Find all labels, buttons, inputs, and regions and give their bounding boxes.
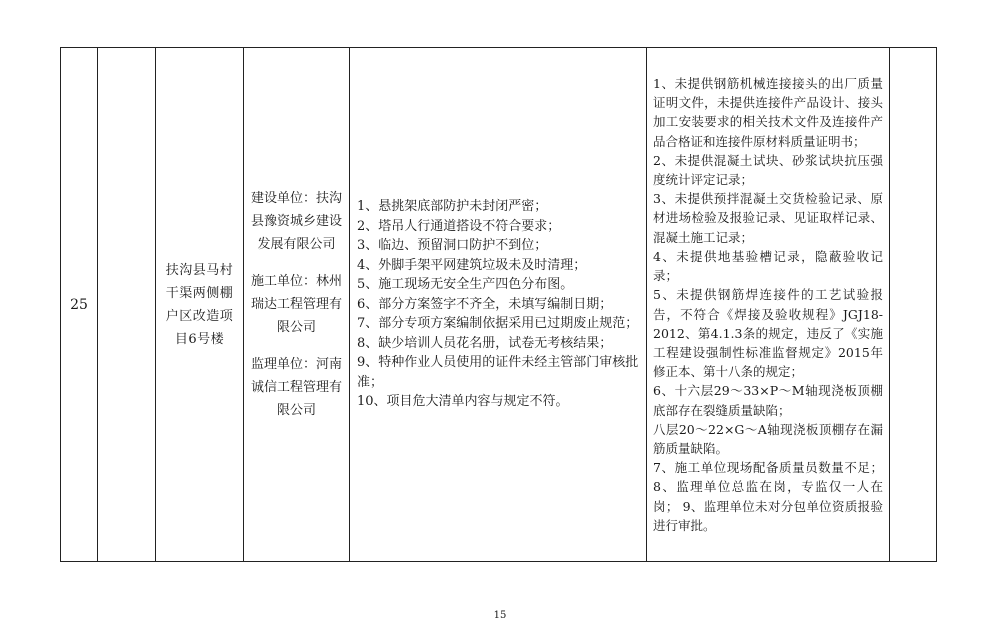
page-number: 15 [493,610,507,621]
list-item: 2、未提供混凝土试块、砂浆试块抗压强度统计评定记录； [653,152,883,188]
project-name-cell [156,48,244,562]
list-item: 5、未提供钢筋焊连接件的工艺试验报告，不符合《焊接及验收规程》JGJ18-2012、第4.1.3条的规定，违反了《实施工程建设强制性标准监督规定》2015年修正本、第十八条的规定； [653,287,883,380]
list-item: 6、部分方案签字不齐全，未填写编制日期； [357,296,613,312]
units-cell [244,48,350,562]
list-item: 6、十六层29～33×P～M轴现浇板顶棚底部存在裂缝质量缺陷； [653,383,883,418]
list-item: 1、悬挑架底部防护未封闭严密； [357,199,548,215]
list-item: 10、项目危大清单内容与规定不符。 [357,394,569,410]
project-name: 扶沟县马村干渠两侧棚户区改造项目6号楼 [165,262,234,347]
empty-cell [98,48,156,562]
safety-issues-list [350,197,646,412]
list-item: 八层20～22×G～A轴现浇板顶棚存在漏筋质量缺陷。 [653,421,883,456]
empty-cell [890,48,937,562]
list-item: 4、外脚手架平网建筑垃圾未及时清理； [357,257,587,273]
list-item: 7、施工单位现场配备质量员数量不足； 8、监理单位总监在岗，专监仅一人在岗； 9、监理单位未对分包单位资质报验进行审批。 [653,460,883,533]
quality-problems-cell [647,48,890,562]
table-row [61,48,937,562]
contractor-unit: 施工单位：林州瑞达工程管理有限公司 [250,274,342,335]
list-item: 1、未提供钢筋机械连接接头的出厂质量证明文件，未提供连接件产品设计、接头加工安装要求的相关技术文件及连接件产品合格证和连接件原材料质量证明书； [653,76,883,149]
list-item: 5、施工现场无安全生产四色分布图。 [357,277,574,293]
safety-issues-cell [350,48,647,562]
list-item: 3、临边、预留洞口防护不到位； [357,238,548,254]
list-item: 8、缺少培训人员花名册，试卷无考核结果； [357,335,613,351]
list-item: 9、特种作业人员使用的证件未经主管部门审核批准； [357,355,639,390]
row-number: 25 [61,48,98,562]
list-item: 7、部分专项方案编制依据采用已过期废止规范； [357,316,639,332]
supervision-unit: 监理单位：河南诚信工程管理有限公司 [250,357,342,418]
inspection-table [60,47,937,562]
list-item: 3、未提供预拌混凝土交货检验记录、原材进场检验及报验记录、见证取样记录、混凝土施工记录； [653,191,883,245]
list-item: 2、塔吊人行通道搭设不符合要求； [357,218,561,234]
construction-unit: 建设单位：扶沟县豫资城乡建设发展有限公司 [250,191,342,252]
list-item: 4、未提供地基验槽记录，隐蔽验收记录； [653,248,883,284]
quality-problems-list [647,74,889,535]
